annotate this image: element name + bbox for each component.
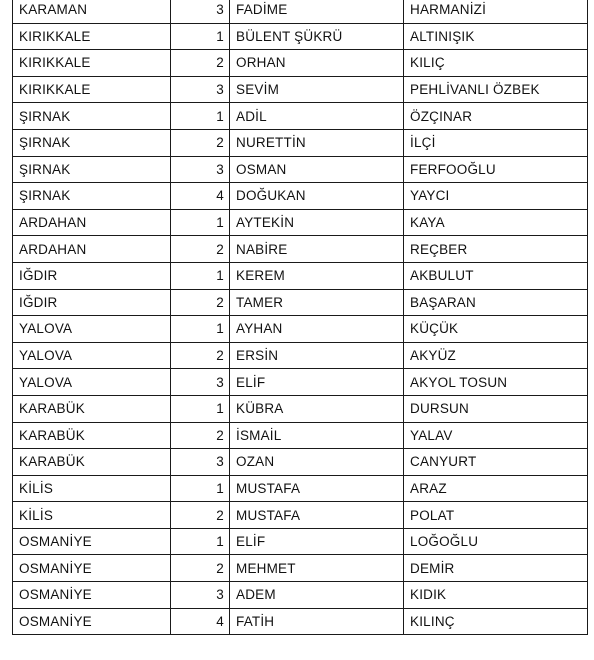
last-name-cell: AKBULUT — [404, 262, 588, 289]
table-row — [13, 395, 588, 422]
first-name-cell: FATİH — [230, 608, 404, 635]
last-name-cell: YALAV — [404, 422, 588, 449]
province-cell: KİLİS — [13, 475, 171, 502]
rank-cell: 2 — [171, 236, 230, 263]
table-row — [13, 262, 588, 289]
first-name-cell: NURETTİN — [230, 129, 404, 156]
table-row — [13, 422, 588, 449]
last-name-cell: LOĞOĞLU — [404, 528, 588, 555]
last-name-cell: BAŞARAN — [404, 289, 588, 316]
table-row — [13, 502, 588, 529]
table-row — [13, 23, 588, 50]
first-name-cell: BÜLENT ŞÜKRÜ — [230, 23, 404, 50]
province-cell: OSMANİYE — [13, 582, 171, 609]
rank-cell: 2 — [171, 422, 230, 449]
last-name-cell: PEHLİVANLI ÖZBEK — [404, 76, 588, 103]
province-cell: KIRIKKALE — [13, 23, 171, 50]
first-name-cell: TAMER — [230, 289, 404, 316]
first-name-cell: FADİME — [230, 0, 404, 23]
first-name-cell: MEHMET — [230, 555, 404, 582]
table-body — [13, 0, 588, 635]
table-row — [13, 103, 588, 130]
first-name-cell: AYTEKİN — [230, 209, 404, 236]
last-name-cell: AKYOL TOSUN — [404, 369, 588, 396]
province-cell: KİLİS — [13, 502, 171, 529]
table-row — [13, 183, 588, 210]
province-cell: KIRIKKALE — [13, 50, 171, 77]
first-name-cell: ORHAN — [230, 50, 404, 77]
last-name-cell: HARMANİZİ — [404, 0, 588, 23]
first-name-cell: ADEM — [230, 582, 404, 609]
last-name-cell: KÜÇÜK — [404, 316, 588, 343]
last-name-cell: POLAT — [404, 502, 588, 529]
province-cell: YALOVA — [13, 316, 171, 343]
last-name-cell: FERFOOĞLU — [404, 156, 588, 183]
table-row — [13, 582, 588, 609]
last-name-cell: DEMİR — [404, 555, 588, 582]
last-name-cell: AKYÜZ — [404, 342, 588, 369]
rank-cell: 1 — [171, 528, 230, 555]
rank-cell: 3 — [171, 369, 230, 396]
province-cell: OSMANİYE — [13, 608, 171, 635]
province-cell: OSMANİYE — [13, 528, 171, 555]
rank-cell: 1 — [171, 209, 230, 236]
last-name-cell: ARAZ — [404, 475, 588, 502]
first-name-cell: KÜBRA — [230, 395, 404, 422]
table-row — [13, 0, 588, 23]
rank-cell: 3 — [171, 0, 230, 23]
table-row — [13, 129, 588, 156]
first-name-cell: MUSTAFA — [230, 502, 404, 529]
last-name-cell: ÖZÇINAR — [404, 103, 588, 130]
first-name-cell: OZAN — [230, 449, 404, 476]
rank-cell: 2 — [171, 555, 230, 582]
table-row — [13, 608, 588, 635]
table-row — [13, 475, 588, 502]
rank-cell: 1 — [171, 262, 230, 289]
last-name-cell: KIDIK — [404, 582, 588, 609]
last-name-cell: KILIÇ — [404, 50, 588, 77]
rank-cell: 2 — [171, 129, 230, 156]
table-row — [13, 50, 588, 77]
table-row — [13, 528, 588, 555]
last-name-cell: İLÇİ — [404, 129, 588, 156]
province-cell: KARABÜK — [13, 449, 171, 476]
rank-cell: 1 — [171, 395, 230, 422]
last-name-cell: REÇBER — [404, 236, 588, 263]
table-row — [13, 289, 588, 316]
table-row — [13, 236, 588, 263]
rank-cell: 3 — [171, 76, 230, 103]
province-cell: IĞDIR — [13, 262, 171, 289]
province-cell: YALOVA — [13, 369, 171, 396]
first-name-cell: ELİF — [230, 528, 404, 555]
first-name-cell: MUSTAFA — [230, 475, 404, 502]
province-cell: ŞIRNAK — [13, 183, 171, 210]
province-cell: KARAMAN — [13, 0, 171, 23]
rank-cell: 1 — [171, 103, 230, 130]
rank-cell: 3 — [171, 156, 230, 183]
rank-cell: 3 — [171, 449, 230, 476]
first-name-cell: KEREM — [230, 262, 404, 289]
first-name-cell: DOĞUKAN — [230, 183, 404, 210]
rank-cell: 2 — [171, 342, 230, 369]
first-name-cell: İSMAİL — [230, 422, 404, 449]
rank-cell: 1 — [171, 316, 230, 343]
last-name-cell: ALTINIŞIK — [404, 23, 588, 50]
first-name-cell: ELİF — [230, 369, 404, 396]
province-cell: KARABÜK — [13, 395, 171, 422]
rank-cell: 1 — [171, 475, 230, 502]
rank-cell: 2 — [171, 50, 230, 77]
table-row — [13, 209, 588, 236]
candidate-table — [12, 0, 588, 635]
last-name-cell: DURSUN — [404, 395, 588, 422]
last-name-cell: KILINÇ — [404, 608, 588, 635]
table-row — [13, 449, 588, 476]
first-name-cell: AYHAN — [230, 316, 404, 343]
table-row — [13, 555, 588, 582]
province-cell: IĞDIR — [13, 289, 171, 316]
table-row — [13, 76, 588, 103]
province-cell: ARDAHAN — [13, 236, 171, 263]
province-cell: ŞIRNAK — [13, 156, 171, 183]
table-row — [13, 342, 588, 369]
rank-cell: 4 — [171, 608, 230, 635]
province-cell: OSMANİYE — [13, 555, 171, 582]
rank-cell: 3 — [171, 582, 230, 609]
province-cell: KIRIKKALE — [13, 76, 171, 103]
first-name-cell: SEVİM — [230, 76, 404, 103]
table-row — [13, 156, 588, 183]
first-name-cell: ADİL — [230, 103, 404, 130]
first-name-cell: NABİRE — [230, 236, 404, 263]
first-name-cell: ERSİN — [230, 342, 404, 369]
table-row — [13, 369, 588, 396]
province-cell: ARDAHAN — [13, 209, 171, 236]
rank-cell: 1 — [171, 23, 230, 50]
province-cell: YALOVA — [13, 342, 171, 369]
last-name-cell: YAYCI — [404, 183, 588, 210]
province-cell: ŞIRNAK — [13, 129, 171, 156]
province-cell: KARABÜK — [13, 422, 171, 449]
last-name-cell: CANYURT — [404, 449, 588, 476]
rank-cell: 4 — [171, 183, 230, 210]
rank-cell: 2 — [171, 289, 230, 316]
last-name-cell: KAYA — [404, 209, 588, 236]
first-name-cell: OSMAN — [230, 156, 404, 183]
table-row — [13, 316, 588, 343]
province-cell: ŞIRNAK — [13, 103, 171, 130]
rank-cell: 2 — [171, 502, 230, 529]
